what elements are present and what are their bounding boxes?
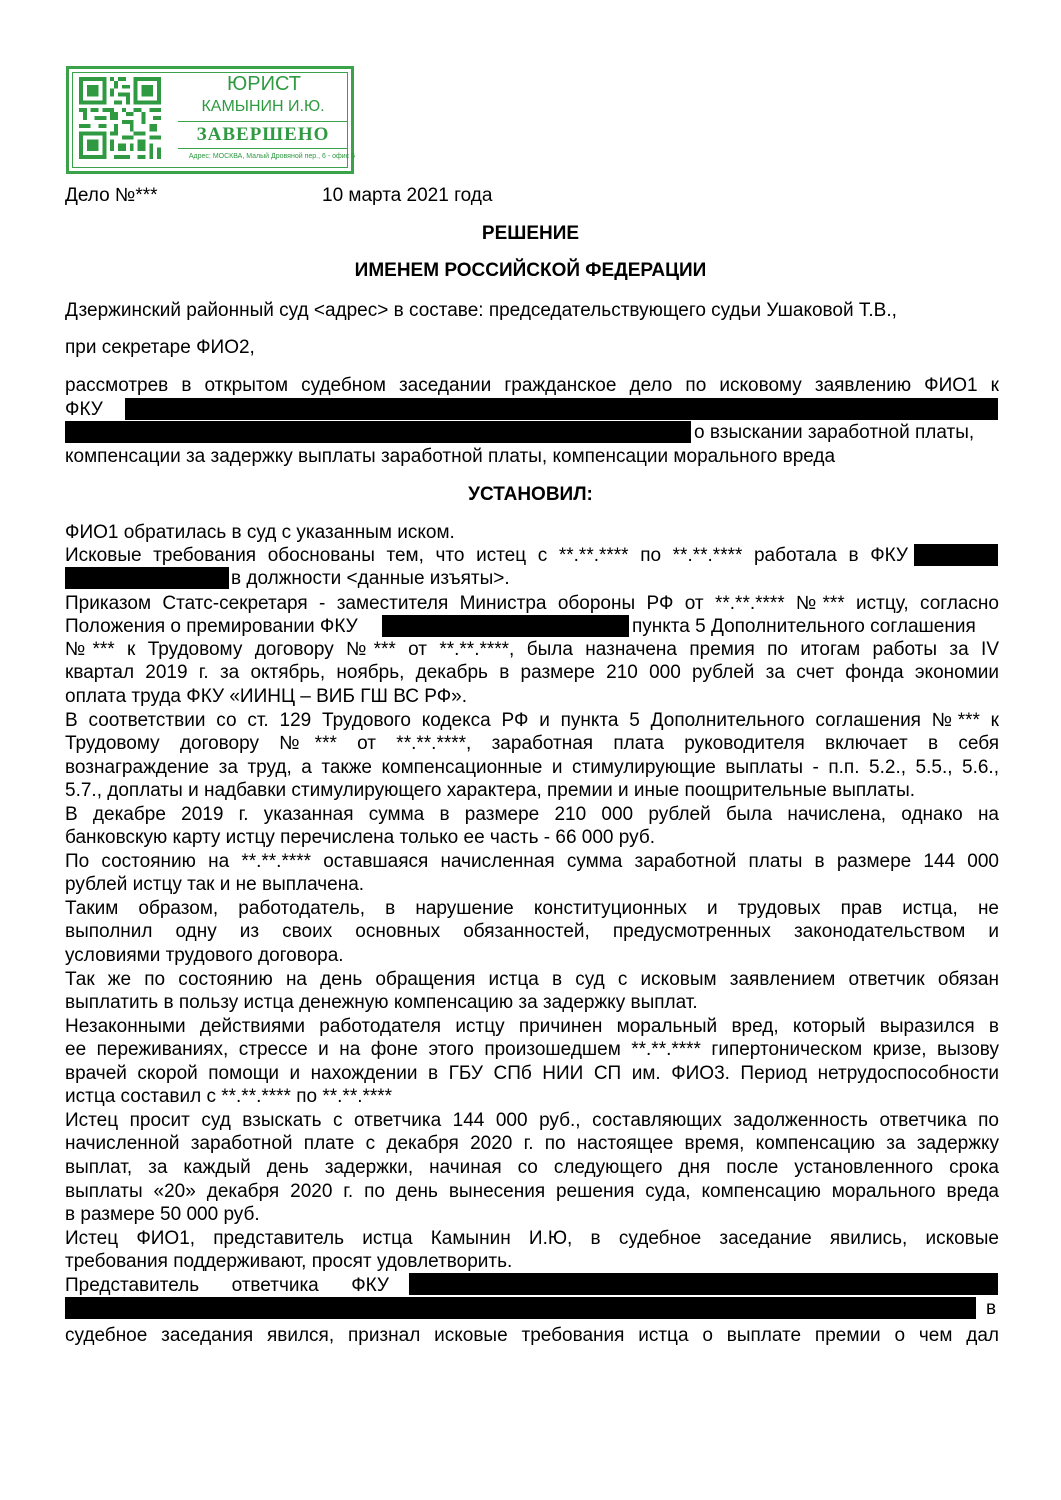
body-line: судебное заседания явился, признал исковые требования истца о выплате премии о чем дал xyxy=(65,1325,999,1346)
redaction-block xyxy=(65,567,229,589)
document-subtitle: ИМЕНЕМ РОССИЙСКОЙ ФЕДЕРАЦИИ xyxy=(354,260,707,281)
redaction-block xyxy=(65,1297,976,1319)
body-line: в xyxy=(986,1298,997,1319)
redaction-block xyxy=(382,615,629,637)
body-line: Исковые требования обоснованы тем, что истец с **.**.**** по **.**.**** работала в ФКУ xyxy=(65,545,908,566)
body-line: банковскую карту истцу перечислена только ее часть - 66 000 руб. xyxy=(65,827,655,848)
body-line: рублей истцу так и не выплачена. xyxy=(65,874,365,895)
body-line: Положения о премировании ФКУ xyxy=(65,616,358,637)
body-line: выполнил одну из своих основных обязанностей, предусмотренных законодательством и xyxy=(65,921,999,942)
body-line: Приказом Статс-секретаря - заместителя Министра обороны РФ от **.**.**** №*** истцу, согласно xyxy=(65,593,999,614)
body-line: в должности <данные изъяты>. xyxy=(231,568,510,589)
body-line: №*** к Трудовому договору №*** от **.**.****, была назначена премия по итогам работы за IV xyxy=(65,639,999,660)
court-composition: Дзержинский районный суд <адрес> в составе: председательствующего судьи Ушаковой Т.В., xyxy=(65,300,897,321)
intro-line-2: ФКУ xyxy=(65,399,103,420)
body-line: врачей скорой помощи и нахождении в ГБУ СПб НИИ СП им. ФИО3. Период нетрудоспособности xyxy=(65,1063,999,1084)
intro-line-4: компенсации за задержку выплаты заработной платы, компенсации морального вреда xyxy=(65,446,836,467)
document-title: РЕШЕНИЕ xyxy=(481,223,580,244)
secretary-line: при секретаре ФИО2, xyxy=(65,337,255,358)
intro-line-1: рассмотрев в открытом судебном заседании гражданское дело по исковому заявлению ФИО1 к xyxy=(65,375,999,396)
body-line: начисленной заработной плате с декабря 2020 г. по настоящее время, компенсацию за задержку xyxy=(65,1133,999,1154)
body-line: истца составил с **.**.**** по **.**.**** xyxy=(65,1086,393,1107)
body-line: условиями трудового договора. xyxy=(65,945,344,966)
body-line: Истец ФИО1, представитель истца Камынин И.Ю, в судебное заседание явились, исковые xyxy=(65,1228,999,1249)
body-line: По состоянию на **.**.**** оставшаяся начисленная сумма заработной платы в размере 144 000 xyxy=(65,851,999,872)
stamp-lawyer-name: КАМЫНИН И.Ю. xyxy=(201,98,325,115)
body-line: вознаграждение за труд, а также компенсационные и стимулирующие выплаты - п.п. 5.2., 5.5., 5.6., xyxy=(65,757,999,778)
body-line: Так же по состоянию на день обращения истца в суд с исковым заявлением ответчик обязан xyxy=(65,969,999,990)
body-line: требования поддерживают, просят удовлетворить. xyxy=(65,1251,513,1272)
body-line: оплата труда ФКУ «ИИНЦ – ВИБ ГШ ВС РФ». xyxy=(65,686,467,707)
stamp-status-wrapper xyxy=(173,121,353,149)
redaction-block xyxy=(914,544,998,566)
body-line: В соответствии со ст. 129 Трудового кодекса РФ и пункта 5 Дополнительного соглашения №*** к xyxy=(65,710,999,731)
case-number: Дело №*** xyxy=(65,185,158,206)
redaction-block xyxy=(409,1273,998,1295)
body-line: в размере 50 000 руб. xyxy=(65,1204,260,1225)
body-line: Представитель ответчика ФКУ xyxy=(65,1275,389,1296)
decision-date: 10 марта 2021 года xyxy=(322,185,493,206)
intro-line-3: о взыскании заработной платы, xyxy=(694,422,975,443)
redaction-block xyxy=(65,421,691,443)
body-line: выплаты «20» декабря 2020 г. по день вынесения решения суда, компенсацию морального вреда xyxy=(65,1181,999,1202)
body-line: выплат, за каждый день задержки, начиная со следующего дня после установленного срока xyxy=(65,1157,999,1178)
body-line: 5.7., доплаты и надбавки стимулирующего характера, премии и иные поощрительные выплаты. xyxy=(65,780,916,801)
stamp-address: Адрес: МОСКВА, Малый Дровяной пер., 6 - офис 6 xyxy=(188,153,355,160)
body-line: В декабре 2019 г. указанная сумма в размере 210 000 рублей была начислена, однако на xyxy=(65,804,999,825)
body-line: ее переживаниях, стрессе и на фоне этого произошедшем **.**.**** гипертоническом кризе, вызову xyxy=(65,1039,999,1060)
stamp-title: ЮРИСТ xyxy=(227,73,301,95)
body-line: Незаконными действиями работодателя истцу причинен моральный вред, который выразился в xyxy=(65,1016,999,1037)
body-line: Трудовому договору №*** от **.**.****, заработная плата руководителя включает в себя xyxy=(65,733,999,754)
body-line: пункта 5 Дополнительного соглашения xyxy=(632,616,976,637)
stamp-status: ЗАВЕРШЕНО xyxy=(178,121,348,149)
body-line: Истец просит суд взыскать с ответчика 144 000 руб., составляющих задолженность ответчика по xyxy=(65,1110,999,1131)
body-line: ФИО1 обратилась в суд с указанным иском. xyxy=(65,522,455,543)
lawyer-stamp xyxy=(66,66,354,174)
body-line: Таким образом, работодатель, в нарушение конституционных и трудовых прав истца, не xyxy=(65,898,999,919)
body-line: квартал 2019 г. за октябрь, ноябрь, декабрь в размере 210 000 рублей за счет фонда экономии xyxy=(65,662,999,683)
body-line: выплатить в пользу истца денежную компенсацию за задержку выплат. xyxy=(65,992,698,1013)
qr-code-icon xyxy=(79,77,161,159)
redaction-block xyxy=(125,398,998,420)
section-heading: УСТАНОВИЛ: xyxy=(468,484,593,505)
